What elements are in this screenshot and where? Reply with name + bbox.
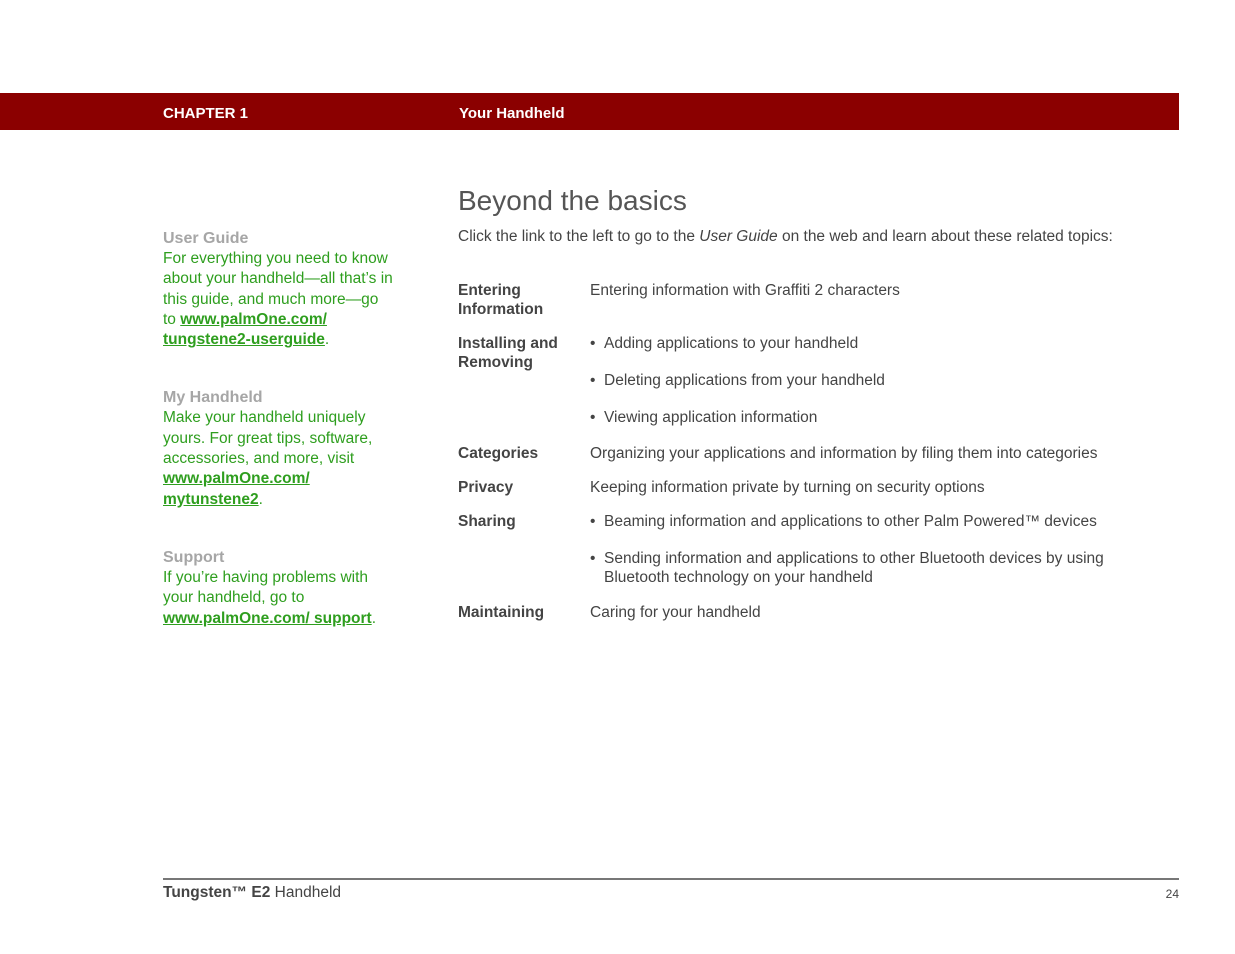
topic-label: Sharing bbox=[458, 513, 516, 530]
bullet-dot-icon: • bbox=[590, 409, 596, 426]
topic-label: Entering Information bbox=[458, 282, 544, 318]
bullet-text: Sending information and applications to other Bluetooth devices by using Bluetooth technology on your handheld bbox=[604, 550, 1104, 586]
intro-emphasis: User Guide bbox=[699, 228, 778, 245]
sidebar bbox=[163, 229, 393, 667]
my-handheld-link[interactable]: www.palmOne.com/ mytunstene2 bbox=[163, 470, 310, 508]
page-number: 24 bbox=[1165, 887, 1179, 901]
sidebar-text bbox=[163, 568, 393, 629]
bullet-dot-icon: • bbox=[590, 550, 596, 567]
bullet-item bbox=[590, 408, 1165, 427]
sidebar-suffix: . bbox=[258, 490, 263, 508]
intro-text bbox=[458, 228, 1113, 246]
bullet-dot-icon: • bbox=[590, 335, 596, 352]
bullet-item bbox=[590, 334, 1165, 353]
sidebar-heading: User Guide bbox=[163, 230, 249, 247]
sidebar-heading: My Handheld bbox=[163, 389, 263, 407]
chapter-title: Your Handheld bbox=[459, 105, 565, 122]
user-guide-link[interactable]: www.palmOne.com/ tungstene2-userguide bbox=[163, 310, 327, 349]
bullet-text: Deleting applications from your handheld bbox=[604, 372, 885, 389]
page-title: Beyond the basics bbox=[458, 185, 687, 216]
bullet-dot-icon: • bbox=[590, 372, 596, 389]
topic-description: Keeping information private by turning on security options bbox=[590, 479, 985, 496]
bullet-text: Adding applications to your handheld bbox=[604, 335, 859, 352]
bullet-text: Viewing application information bbox=[604, 409, 818, 426]
topic-description: Caring for your handheld bbox=[590, 604, 761, 621]
bullet-item bbox=[590, 371, 1165, 390]
sidebar-body: For everything you need to know about your handheld—all that’s in this guide, and much more—go to bbox=[163, 250, 393, 328]
chapter-label: CHAPTER 1 bbox=[163, 105, 249, 122]
sidebar-heading: Support bbox=[163, 548, 225, 566]
bullet-item bbox=[590, 512, 1165, 531]
topic-label: Maintaining bbox=[458, 604, 545, 621]
topic-label: Privacy bbox=[458, 479, 514, 496]
intro-before: Click the link to the left to go to the bbox=[458, 228, 700, 245]
bullet-text: Beaming information and applications to other Palm Powered™ devices bbox=[604, 513, 1097, 530]
sidebar-suffix: . bbox=[371, 609, 377, 627]
footer-product bbox=[163, 884, 341, 902]
topic-description: Organizing your applications and information by filing them into categories bbox=[590, 445, 1098, 462]
support-link[interactable]: www.palmOne.com/ support bbox=[163, 609, 372, 627]
intro-after: on the web and learn about these related topics: bbox=[777, 228, 1113, 245]
sidebar-block-my-handheld bbox=[163, 388, 393, 509]
footer-product-name: Tungsten™ E2 bbox=[163, 884, 271, 901]
footer-divider bbox=[163, 878, 1179, 880]
sidebar-suffix: . bbox=[324, 331, 330, 349]
topic-bullets bbox=[590, 512, 1165, 587]
sidebar-text bbox=[163, 408, 393, 509]
topic-bullets bbox=[590, 334, 1165, 427]
sidebar-text bbox=[163, 249, 393, 350]
topic-label: Categories bbox=[458, 445, 539, 462]
sidebar-body: If you’re having problems with your handheld, go to bbox=[163, 568, 369, 607]
footer-product-suffix: Handheld bbox=[270, 884, 342, 901]
sidebar-block-support bbox=[163, 548, 393, 629]
sidebar-body: Make your handheld uniquely yours. For great tips, software, accessories, and more, visit bbox=[163, 409, 373, 468]
bullet-item bbox=[590, 549, 1165, 587]
bullet-dot-icon: • bbox=[590, 513, 596, 530]
topic-label: Installing and Removing bbox=[458, 335, 558, 371]
topic-description: Entering information with Graffiti 2 characters bbox=[590, 282, 900, 299]
sidebar-block-user-guide bbox=[163, 229, 393, 350]
